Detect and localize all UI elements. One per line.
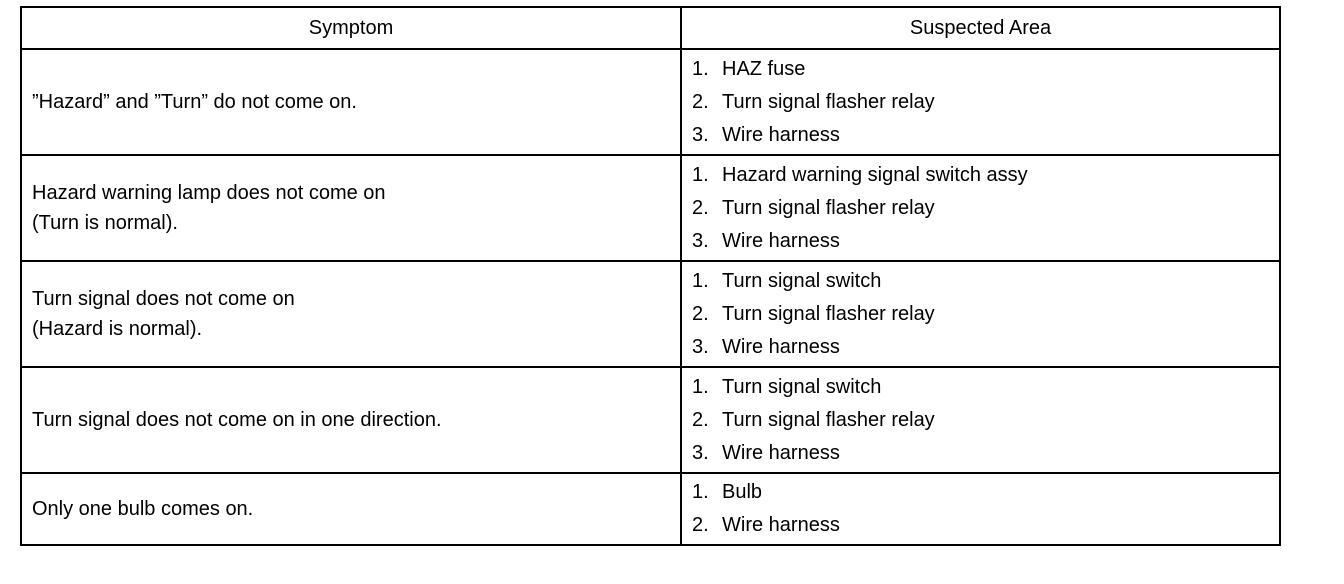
item-text: Wire harness [722,514,840,536]
table-row [21,261,1280,367]
item-number: 3. [692,335,709,358]
symptom-cell [21,261,681,367]
list-item [692,86,1279,119]
item-number: 2. [692,408,709,431]
item-number: 3. [692,123,709,146]
item-text: HAZ fuse [722,57,806,80]
list-item [692,404,1279,437]
item-number: 2. [692,302,709,325]
symptom-cell [21,367,681,473]
list-item [692,53,1279,86]
table-row [21,49,1280,155]
table-header [21,7,1280,49]
suspected-area-cell [681,49,1280,155]
item-number: 2. [692,196,709,219]
item-number: 1. [692,163,709,186]
symptom-text: Turn signal does not come on in one direction. [32,409,442,431]
list-item [692,371,1279,404]
suspected-area-cell [681,155,1280,261]
suspected-area-list [692,53,1279,152]
item-text: Bulb [722,481,763,503]
item-text: Hazard warning signal switch assy [722,163,1028,186]
item-text: Turn signal flasher relay [722,196,935,219]
item-text: Turn signal switch [722,375,882,398]
symptom-text: (Hazard is normal). [32,318,203,340]
item-text: Wire harness [722,335,840,358]
table-row [21,155,1280,261]
suspected-area-list [692,159,1279,258]
symptom-text: (Turn is normal). [32,212,178,234]
item-number: 1. [692,375,709,398]
list-item [692,331,1279,364]
item-number: 1. [692,481,709,503]
item-number: 3. [692,441,709,464]
suspected-area-column-header: Suspected Area [681,7,1280,49]
list-item [692,192,1279,225]
list-item [692,437,1279,470]
symptom-cell [21,155,681,261]
item-text: Wire harness [722,229,840,252]
item-number: 1. [692,269,709,292]
suspected-area-cell [681,473,1280,545]
table-row [21,367,1280,473]
suspected-area-list [692,371,1279,470]
symptom-column-header: Symptom [21,7,681,49]
list-item [692,509,1279,542]
item-number: 2. [692,90,709,113]
suspected-area-cell [681,367,1280,473]
symptom-text: ”Hazard” and ”Turn” do not come on. [32,91,357,113]
list-item [692,119,1279,152]
list-item [692,265,1279,298]
symptom-cell [21,473,681,545]
item-text: Wire harness [722,441,840,464]
item-text: Turn signal flasher relay [722,408,935,431]
list-item [692,159,1279,192]
item-text: Wire harness [722,123,840,146]
symptom-text: Hazard warning lamp does not come on [32,182,386,204]
suspected-area-list [692,265,1279,364]
item-text: Turn signal switch [722,269,882,292]
troubleshooting-table [20,6,1281,546]
list-item [692,225,1279,258]
item-number: 2. [692,514,709,536]
list-item [692,476,1279,509]
item-text: Turn signal flasher relay [722,90,935,113]
suspected-area-cell [681,261,1280,367]
header-row [21,7,1280,49]
table-row [21,473,1280,545]
item-number: 3. [692,229,709,252]
list-item [692,298,1279,331]
symptom-cell [21,49,681,155]
suspected-area-list [692,476,1279,542]
item-number: 1. [692,57,709,80]
symptom-text: Only one bulb comes on. [32,498,254,520]
table-body [21,49,1280,545]
item-text: Turn signal flasher relay [722,302,935,325]
symptom-text: Turn signal does not come on [32,288,295,310]
